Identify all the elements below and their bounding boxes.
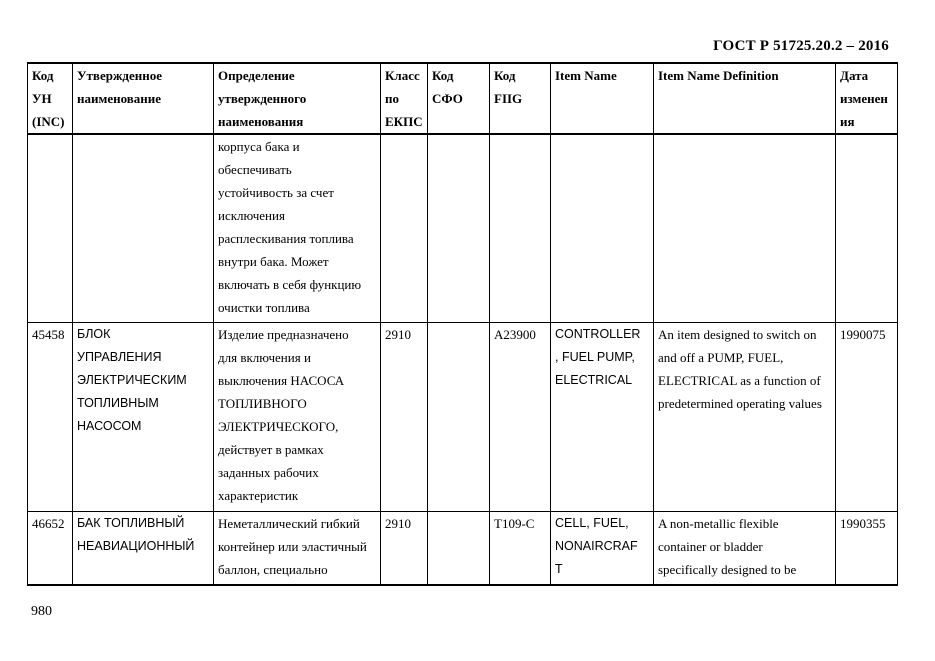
cell-approved-name: БЛОК УПРАВЛЕНИЯ ЭЛЕКТРИЧЕСКИМ ТОПЛИВНЫМ НАСОСОМ	[73, 322, 214, 511]
page-number: 980	[31, 604, 52, 619]
col-header-approved-name: Утвержденное наименование	[73, 63, 214, 134]
cell-item-name-definition: A non-metallic flexible container or bladder specifically designed to be	[654, 511, 836, 585]
items-table	[27, 62, 898, 586]
col-header-change-date: Дата изменен ия	[836, 63, 898, 134]
cell-item-name	[551, 134, 654, 322]
col-header-item-name-definition: Item Name Definition	[654, 63, 836, 134]
cell-inc	[28, 134, 73, 322]
cell-fiig: T109-C	[490, 511, 551, 585]
cell-item-name-definition	[654, 134, 836, 322]
cell-class: 2910	[381, 511, 428, 585]
cell-approved-name	[73, 134, 214, 322]
cell-change-date: 1990355	[836, 511, 898, 585]
table-header-row	[28, 63, 898, 134]
cell-item-name-definition: An item designed to switch on and off a PUMP, FUEL, ELECTRICAL as a function of predetermined operating values	[654, 322, 836, 511]
cell-fiig: A23900	[490, 322, 551, 511]
table-row	[28, 511, 898, 585]
table-row	[28, 134, 898, 322]
col-header-definition: Определение утвержденного наименования	[214, 63, 381, 134]
cell-change-date	[836, 134, 898, 322]
cell-sfo	[428, 134, 490, 322]
cell-item-name: CELL, FUEL, NONAIRCRAF T	[551, 511, 654, 585]
col-header-class: Класс по ЕКПС	[381, 63, 428, 134]
cell-class	[381, 134, 428, 322]
col-header-fiig: Код FIIG	[490, 63, 551, 134]
table-row	[28, 322, 898, 511]
cell-sfo	[428, 511, 490, 585]
cell-fiig	[490, 134, 551, 322]
cell-change-date: 1990075	[836, 322, 898, 511]
cell-definition: Неметаллический гибкий контейнер или эластичный баллон, специально	[214, 511, 381, 585]
cell-definition: Изделие предназначено для включения и выключения НАСОСА ТОПЛИВНОГО ЭЛЕКТРИЧЕСКОГО, действует в рамках заданных рабочих характеристик	[214, 322, 381, 511]
cell-class: 2910	[381, 322, 428, 511]
cell-sfo	[428, 322, 490, 511]
col-header-item-name: Item Name	[551, 63, 654, 134]
standard-designation: ГОСТ Р 51725.20.2 – 2016	[713, 38, 889, 54]
cell-inc: 45458	[28, 322, 73, 511]
cell-item-name: CONTROLLER , FUEL PUMP, ELECTRICAL	[551, 322, 654, 511]
cell-inc: 46652	[28, 511, 73, 585]
cell-definition: корпуса бака и обеспечивать устойчивость за счет исключения расплескивания топлива внутри бака. Может включать в себя функцию очистки топлива	[214, 134, 381, 322]
cell-approved-name: БАК ТОПЛИВНЫЙ НЕАВИАЦИОННЫЙ	[73, 511, 214, 585]
col-header-sfo: Код СФО	[428, 63, 490, 134]
col-header-inc: Код УН (INC)	[28, 63, 73, 134]
